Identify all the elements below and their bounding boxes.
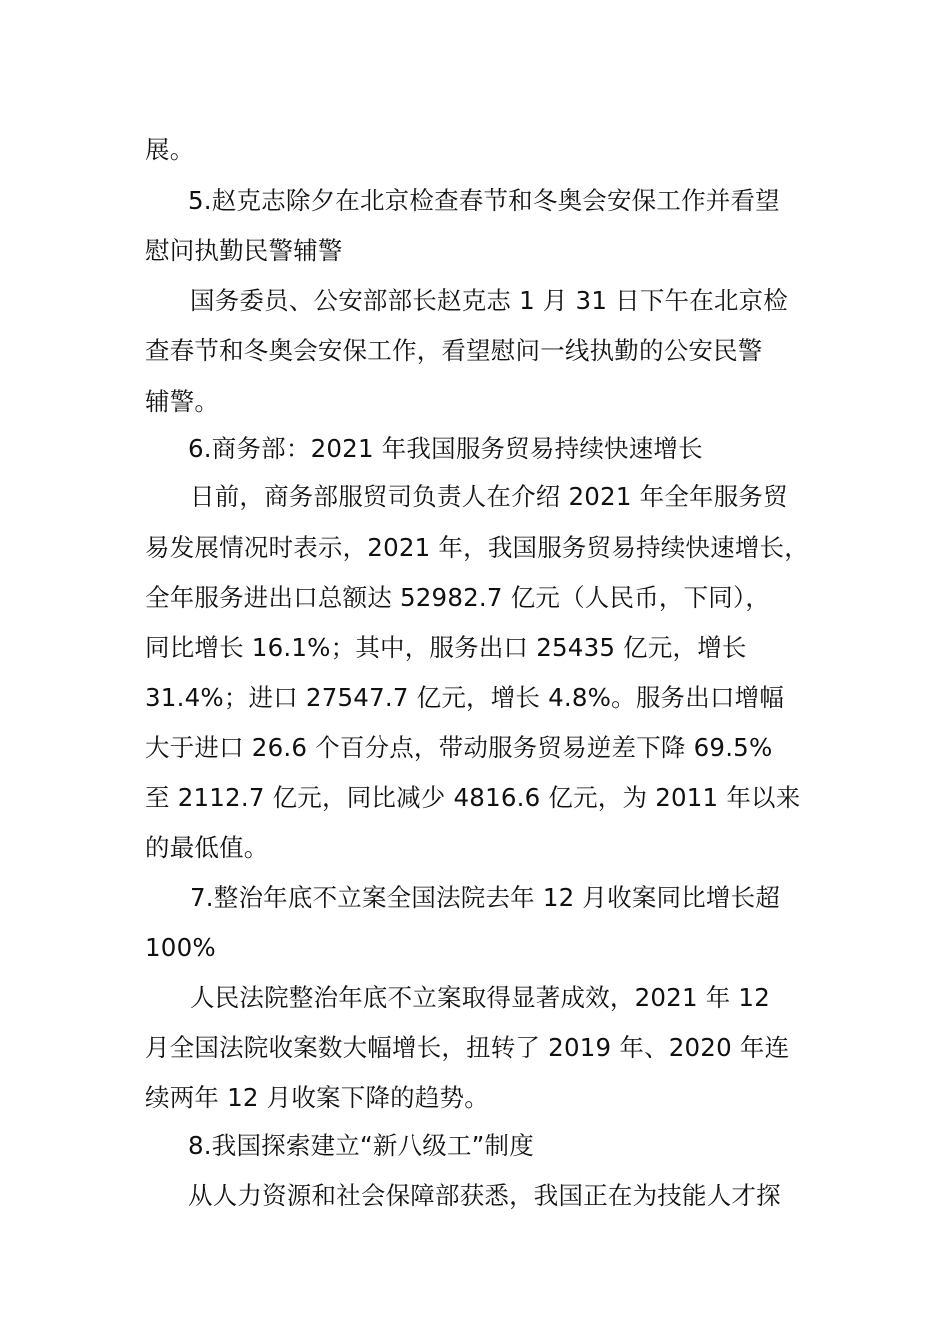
heading-6: 6.商务部：2021 年我国服务贸易持续快速增长	[188, 434, 703, 463]
paragraph-line: 从人力资源和社会保障部获悉，我国正在为技能人才探	[188, 1181, 781, 1210]
text-line: 续两年 12 月收案下降的趋势。	[145, 1083, 489, 1112]
text-line: 慰问执勤民警辅警	[145, 236, 343, 265]
text-line: 辅警。	[145, 387, 220, 416]
heading-5: 5.赵克志除夕在北京检查春节和冬奥会安保工作并看望	[188, 186, 780, 215]
text-line: 查春节和冬奥会安保工作，看望慰问一线执勤的公安民警	[145, 336, 763, 365]
text-line: 100%	[145, 933, 216, 962]
text-line: 易发展情况时表示，2021 年，我国服务贸易持续快速增长，	[145, 533, 809, 562]
text-line: 大于进口 26.6 个百分点，带动服务贸易逆差下降 69.5%	[145, 733, 773, 762]
paragraph-line: 日前，商务部服贸司负责人在介绍 2021 年全年服务贸	[190, 482, 788, 511]
text-line: 月全国法院收案数大幅增长，扭转了 2019 年、2020 年连	[145, 1033, 790, 1062]
heading-7: 7.整治年底不立案全国法院去年 12 月收案同比增长超	[190, 883, 781, 912]
text-line: 至 2112.7 亿元，同比减少 4816.6 亿元，为 2011 年以来	[145, 783, 801, 812]
text-line: 全年服务进出口总额达 52982.7 亿元（人民币，下同），	[145, 583, 771, 612]
text-line: 的最低值。	[145, 833, 269, 862]
text-line: 同比增长 16.1%；其中，服务出口 25435 亿元，增长	[145, 633, 747, 662]
text-line: 展。	[145, 135, 195, 164]
paragraph-line: 国务委员、公安部部长赵克志 1 月 31 日下午在北京检	[190, 286, 789, 315]
paragraph-line: 人民法院整治年底不立案取得显著成效，2021 年 12	[190, 983, 770, 1012]
heading-8: 8.我国探索建立“新八级工”制度	[188, 1131, 534, 1160]
text-line: 31.4%；进口 27547.7 亿元，增长 4.8%。服务出口增幅	[145, 683, 785, 712]
